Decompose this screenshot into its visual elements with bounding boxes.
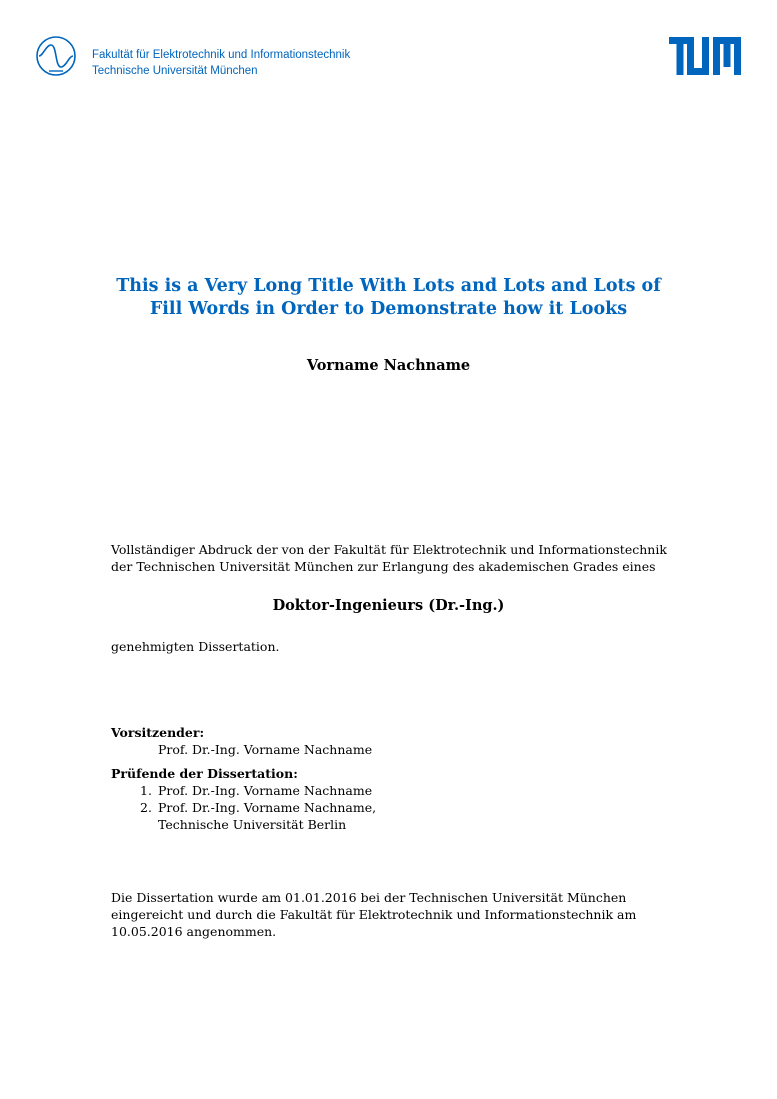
acceptance-line-2: eingereicht und durch die Fakultät für Elektrotechnik und Informationstechnik am xyxy=(111,907,637,922)
acceptance-line-3: 10.05.2016 angenommen. xyxy=(111,924,277,939)
title-line-1: This is a Very Long Title With Lots and Lots and Lots of xyxy=(116,276,661,296)
chair-label: Vorsitzender: xyxy=(111,725,205,740)
committee xyxy=(111,724,376,833)
dissertation-title xyxy=(60,275,717,321)
examiner-name: Prof. Dr.-Ing. Vorname Nachname xyxy=(158,783,373,798)
examiners-label: Prüfende der Dissertation: xyxy=(111,766,298,781)
examiner-number: 2. xyxy=(140,800,152,815)
submission-line-1: Vollständiger Abdruck der von der Fakultät für Elektrotechnik und Informationstechnik xyxy=(111,542,667,557)
examiner-number: 1. xyxy=(140,783,152,798)
title-line-2: Fill Words in Order to Demonstrate how it Looks xyxy=(149,299,628,319)
faculty-wave-icon xyxy=(35,35,77,81)
acceptance-statement xyxy=(111,889,636,940)
faculty-name: Fakultät für Elektrotechnik und Informationstechnik xyxy=(92,49,351,61)
chair-name: Prof. Dr.-Ing. Vorname Nachname xyxy=(158,742,373,757)
acceptance-line-1: Die Dissertation wurde am 01.01.2016 bei der Technischen Universität München xyxy=(111,890,627,905)
submission-statement xyxy=(111,541,667,575)
examiner-affiliation: Technische Universität Berlin xyxy=(158,817,347,832)
author-name: Vorname Nachname xyxy=(306,357,471,374)
university-name: Technische Universität München xyxy=(92,65,258,77)
examiner-item xyxy=(111,782,376,799)
degree-title: Doktor-Ingenieurs (Dr.-Ing.) xyxy=(272,597,505,614)
header-faculty xyxy=(92,47,350,79)
examiner-name: Prof. Dr.-Ing. Vorname Nachname, xyxy=(158,800,377,815)
approved-text: genehmigten Dissertation. xyxy=(111,639,280,654)
examiner-item xyxy=(111,799,376,816)
submission-line-2: der Technischen Universität München zur Erlangung des akademischen Grades eines xyxy=(111,559,656,574)
tum-logo-icon xyxy=(669,37,741,79)
